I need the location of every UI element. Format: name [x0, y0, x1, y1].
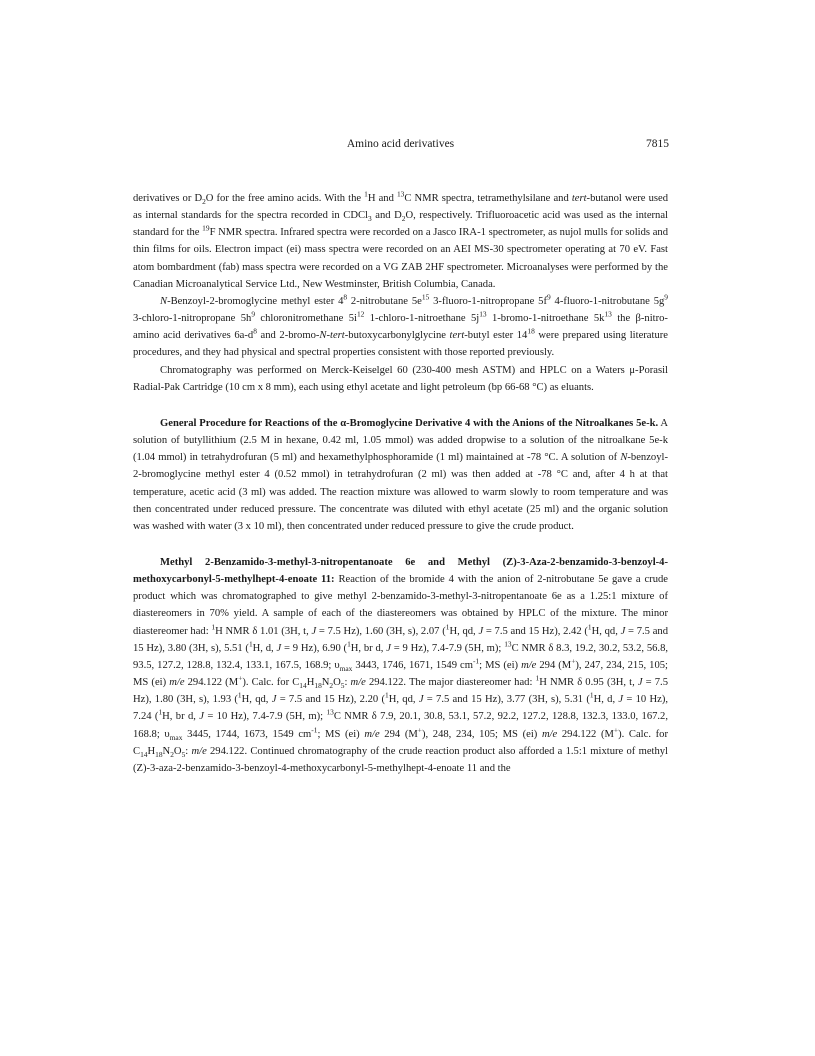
paragraph-compound-6e-11 — [133, 554, 668, 777]
paragraph-text: derivatives or $D_2O$ for the free amino acids. With the $^1$H and $^{13}$C NMR spectra, tetramethylsilane and tert-butanol were used as internal standards for the spectra recorded in CDCl$_3$ and $D_2O$, respectively. Trifluoroacetic acid was used as the internal standard for the $^{19}$F NMR spectra. Infrared spectra were recorded on a Jasco IRA-1 spectrometer, as nujol mulls for solids and thin films for oils. Electron impact (ei) mass spectra were recorded on an AEI MS-30 spectrometer operating at 70 eV. Fast atom bombardment (fab) mass spectra were recorded on a VG ZAB 2HF spectrometer. Microanalyses were performed by the Canadian Microanalytical Service Ltd., New Westminster, British Columbia, Canada. — [133, 189, 669, 290]
page-number: 7815 — [646, 138, 669, 150]
article-body — [133, 190, 668, 777]
paragraph-heading: Methyl 2-Benzamido-3-methyl-3-nitropentanoate 6e and Methyl (Z)-3-Aza-2-benzamido-3-benzoyl-4-methoxycarbonyl-5-methylhept-4-enoate 11: — [133, 556, 668, 586]
paragraph-text: A solution of butyllithium (2.5 M in hexane, 0.42 ml, 1.05 mmol) was added dropwise to a solution of the nitroalkane 5e-k (1.04 mmol) in tetrahydrofuran (5 ml) and hexamethylphosphoramide (1 ml) maintained at -78 °C. A solution of N-benzoyl-2-bromoglycine methyl ester 4 (0.52 mmol) in tetrahydrofuran (2 ml) was then added at -78 °C and, after 4 h at that temperature, acetic acid (3 ml) was added. The reaction mixture was allowed to warm slowly to room temperature and was then concentrated under reduced pressure. The concentrate was diluted with ethyl acetate (25 ml) and the organic solution was washed with water (3 x 10 ml), then concentrated under reduced pressure to give the crude product. — [133, 417, 668, 532]
page — [133, 138, 668, 777]
paragraph-instrumentation — [133, 190, 668, 293]
running-header — [133, 138, 668, 156]
paragraph-chromatography — [133, 362, 668, 396]
paragraph-general-procedure — [133, 415, 668, 535]
paragraph-text: Reaction of the bromide 4 with the anion of 2-nitrobutane 5e gave a crude product which was chromatographed to give methyl 2-benzamido-3-methyl-3-nitropentanoate 6e as a 1.25:1 mixture of diastereomers in 70% yield. A sample of each of the diastereomers was obtained by HPLC of the mixture. The minor diastereomer had: $^1$H NMR δ 1.01 (3H, t, J = 7.5 Hz), 1.60 (3H, s), 2.07 ($^1$H, qd, J = 7.5 and 15 Hz), 2.42 ($^1$H, qd, J = 7.5 and 15 Hz), 3.80 (3H, s), 5.51 ($^1$H, d, J = 9 Hz), 6.90 ($^1$H, br d, J = 9 Hz), 7.4-7.9 (5H, m); $^{13}$C NMR δ 8.3, 19.2, 30.2, 53.2, 56.8, 93.5, 127.2, 128.8, 132.4, 133.1, 167.5, 168.9; $\upsilon_{max}$ 3443, 1746, 1671, 1549 $cm^{-1}$; MS (ei) m/e 294 (M+), 247, 234, 215, 105; MS (ei) m/e 294.122 (M+). Calc. for $C_{14}H_{18}N_2O_5$: m/e 294.122. The major diastereomer had: $^1$H NMR δ 0.95 (3H, t, J = 7.5 Hz), 1.80 (3H, s), 1.93 ($^1$H, qd, J = 7.5 and 15 Hz), 2.20 ($^1$H, qd, J = 7.5 and 15 Hz), 3.77 (3H, s), 5.31 ($^1$H, d, J = 10 Hz), 7.24 ($^1$H, br d, J = 10 Hz), 7.4-7.9 (5H, m); $^{13}$C NMR δ 7.9, 20.1, 30.8, 53.1, 57.2, 92.2, 127.2, 128.8, 132.3, 133.0, 167.2, 168.8; $\upsilon_{max}$ 3445, 1744, 1673, 1549 $cm^{-1}$; MS (ei) m/e 294 (M+), 248, 234, 105; MS (ei) m/e 294.122 (M+). Calc. for $C_{14}H_{18}N_2O_5$: m/e 294.122. Continued chromatography of the crude reaction product also afforded a 1.5:1 mixture of methyl (Z)-3-aza-2-benzamido-3-benzoyl-4-methoxycarbonyl-5-methylhept-4-enoate 11 and the — [133, 574, 669, 774]
paragraph-literature-compounds — [133, 293, 668, 362]
paragraph-heading: General Procedure for Reactions of the α-Bromoglycine Derivative 4 with the Anions of the Nitroalkanes 5e-k. — [160, 417, 659, 429]
paragraph-text: N-Benzoyl-2-bromoglycine methyl ester $4^8$ 2-nitrobutane $5e^{15}$ 3-fluoro-1-nitropropane $5f^9$ 4-fluoro-1-nitrobutane $5g^9$ 3-chloro-1-nitropropane $5h^9$ chloronitromethane $5i^{12}$ 1-chloro-1-nitroethane $5j^{13}$ 1-bromo-1-nitroethane $5k^{13}$ the β-nitro-amino acid derivatives $6a-d^8$ and 2-bromo-N-tert-butoxycarbonylglycine tert-butyl ester $14^{18}$ were prepared using literature procedures, and they had physical and spectral properties consistent with those reported previously. — [133, 292, 668, 359]
running-title: Amino acid derivatives — [346, 138, 455, 150]
paragraph-text: Chromatography was performed on Merck-Keiselgel 60 (230-400 mesh ASTM) and HPLC on a Waters μ-Porasil Radial-Pak Cartridge (10 cm x 8 mm), each using ethyl acetate and light petroleum (bp 66-68 °C) as eluants. — [133, 364, 668, 393]
